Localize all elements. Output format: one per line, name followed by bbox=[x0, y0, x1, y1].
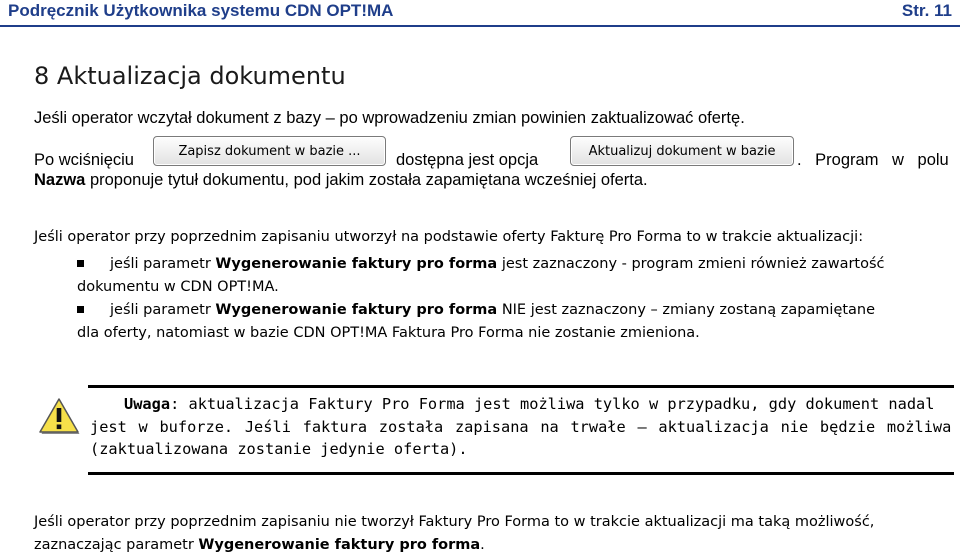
paragraph-intro: Jeśli operator wczytał dokument z bazy – po wprowadzeniu zmian powinien zaktualizować ofertę. bbox=[34, 109, 745, 127]
paragraph-buttons-text-2: dostępna jest opcja bbox=[396, 151, 539, 169]
bullet-item-1-line-1 bbox=[110, 256, 885, 272]
note-line-3: (zaktualizowana zostanie jedynie oferta). bbox=[90, 440, 468, 458]
note-top-rule bbox=[88, 385, 954, 388]
page-number: Str. 11 bbox=[901, 1, 952, 20]
note-bottom-rule bbox=[88, 472, 954, 475]
bullet-item-1-parameter: Wygenerowanie faktury pro forma bbox=[215, 256, 498, 272]
paragraph-final-post: . bbox=[480, 537, 485, 553]
note-label: Uwaga bbox=[124, 395, 171, 413]
note-line-2: jest w buforze. Jeśli faktura została zapisana na trwałe – aktualizacja nie będzie możliwa bbox=[90, 418, 952, 436]
save-to-database-button[interactable]: Zapisz dokument w bazie ... bbox=[153, 136, 386, 166]
bullet-item-2-post: NIE jest zaznaczony – zmiany zostaną zapamiętane bbox=[501, 302, 876, 318]
bullet-item-1-pre: jeśli parametr bbox=[110, 256, 211, 272]
bullet-item-1-post: jest zaznaczony - program zmieni również zawartość bbox=[501, 256, 885, 272]
field-name-label: Nazwa bbox=[34, 171, 86, 189]
paragraph-buttons-text-1: Po wciśnięciu bbox=[34, 151, 134, 169]
bullet-item-1-line-2: dokumentu w CDN OPT!MA. bbox=[77, 279, 279, 295]
paragraph-final-pre: zaznaczając parametr bbox=[34, 537, 194, 553]
bullet-item-2-pre: jeśli parametr bbox=[110, 302, 211, 318]
paragraph-buttons-line-2 bbox=[34, 171, 648, 190]
update-document-button[interactable]: Aktualizuj dokument w bazie bbox=[570, 136, 794, 166]
note-text-1: : aktualizacja Faktury Pro Forma jest możliwa tylko w przypadku, gdy dokument nadal bbox=[170, 395, 935, 413]
bullet-item-2-parameter: Wygenerowanie faktury pro forma bbox=[215, 302, 498, 318]
paragraph-proforma-intro: Jeśli operator przy poprzednim zapisaniu utworzył na podstawie oferty Fakturę Pro Forma to w trakcie aktualizacji: bbox=[34, 229, 864, 245]
note-line-1 bbox=[124, 395, 934, 413]
warning-icon bbox=[38, 396, 80, 436]
paragraph-final-parameter: Wygenerowanie faktury pro forma bbox=[198, 537, 481, 553]
bullet-marker bbox=[77, 260, 84, 267]
bullet-item-2-line-2: dla oferty, natomiast w bazie CDN OPT!MA Faktura Pro Forma nie zostanie zmieniona. bbox=[77, 325, 700, 341]
bullet-marker bbox=[77, 306, 84, 313]
header-divider bbox=[0, 25, 960, 27]
bullet-item-2-line-1 bbox=[110, 302, 875, 318]
document-title: Podręcznik Użytkownika systemu CDN OPT!MA bbox=[8, 1, 394, 20]
page-header bbox=[0, 0, 960, 28]
paragraph-buttons-text-3: . Program w polu bbox=[797, 151, 949, 169]
paragraph-buttons-text-4: proponuje tytuł dokumentu, pod jakim została zapamiętana wcześniej oferta. bbox=[89, 171, 648, 189]
paragraph-final-line-2 bbox=[34, 537, 485, 553]
paragraph-final-line-1: Jeśli operator przy poprzednim zapisaniu nie tworzył Faktury Pro Forma to w trakcie aktualizacji ma taką możliwość, bbox=[34, 514, 875, 530]
section-heading: 8 Aktualizacja dokumentu bbox=[34, 62, 346, 90]
